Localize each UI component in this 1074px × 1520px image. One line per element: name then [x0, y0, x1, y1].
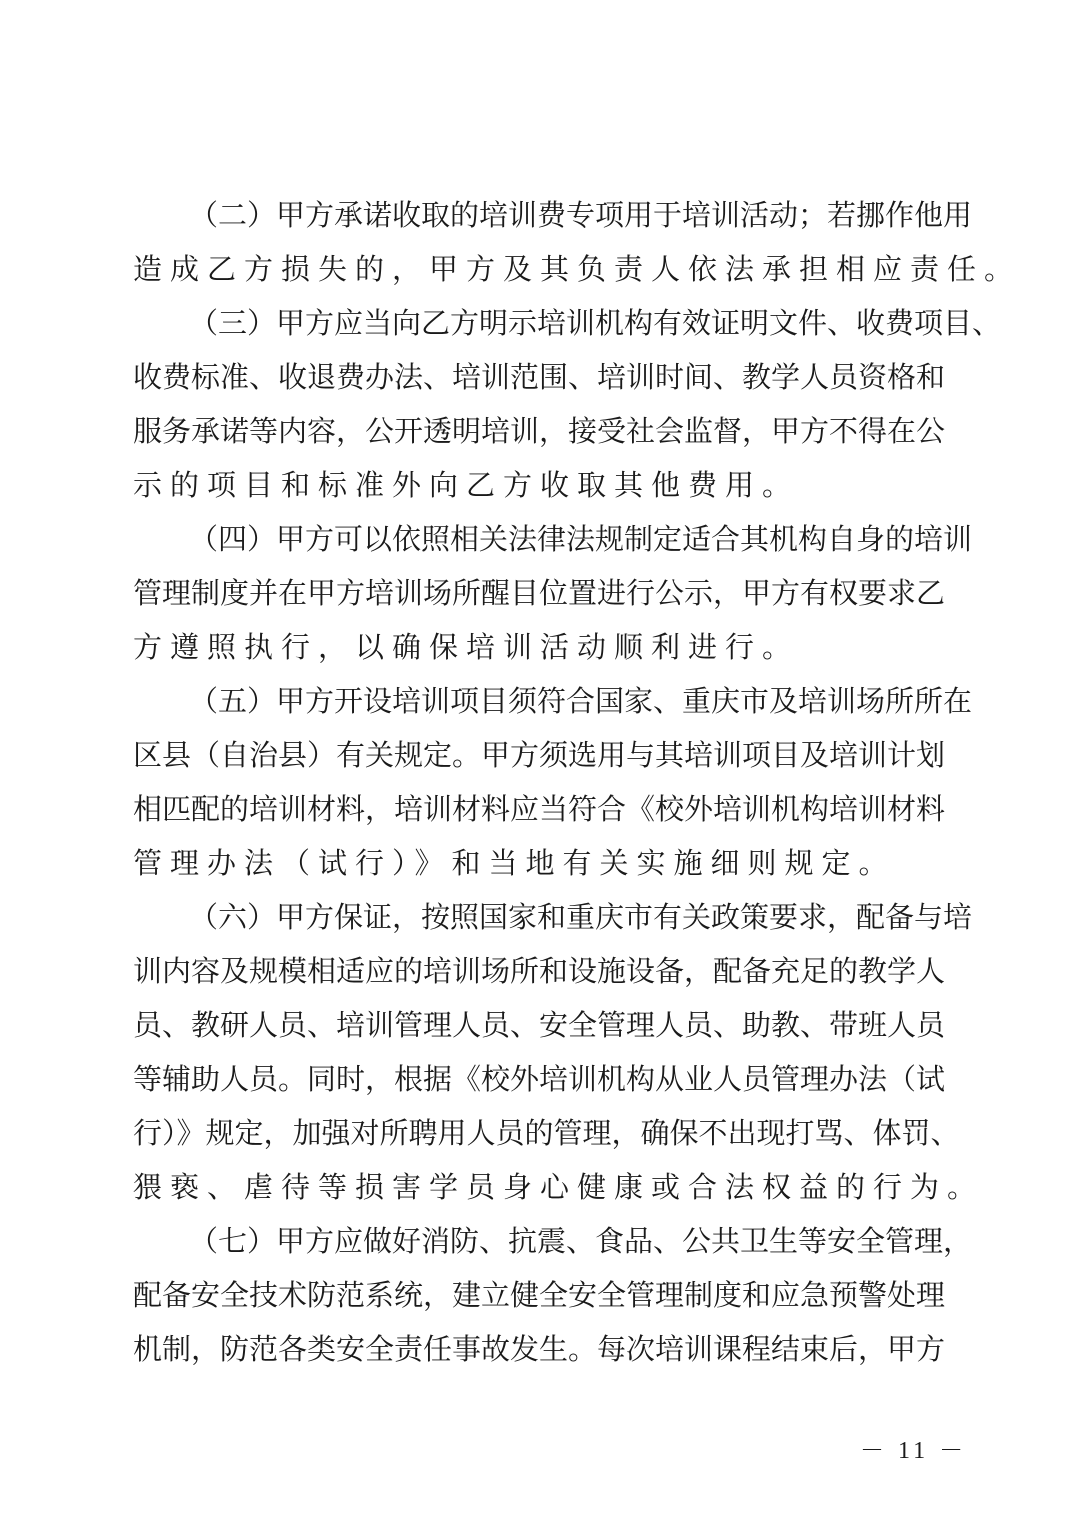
text-line: （七）甲方应做好消防、抗震、食品、公共卫生等安全管理，: [189, 1224, 973, 1258]
text-line: 猥亵、虐待等损害学员身心健康或合法权益的行为。: [133, 1170, 985, 1204]
text-line: 员、教研人员、培训管理人员、安全管理人员、助教、带班人员: [133, 1008, 946, 1042]
paragraph: [133, 1214, 973, 1376]
text-line: 配备安全技术防范系统，建立健全安全管理制度和应急预警处理: [133, 1278, 946, 1312]
page-number: － 11 －: [860, 1438, 968, 1464]
text-line: 收费标准、收退费办法、培训范围、培训时间、教学人员资格和: [133, 360, 946, 394]
paragraph: [133, 512, 973, 674]
text-line: （四）甲方可以依照相关法律法规制定适合其机构自身的培训: [189, 522, 973, 556]
text-line: 相匹配的培训材料，培训材料应当符合《校外培训机构培训材料: [133, 792, 946, 826]
text-line: （三）甲方应当向乙方明示培训机构有效证明文件、收费项目、: [189, 306, 1002, 340]
text-line: 行）》规定，加强对所聘用人员的管理，确保不出现打骂、体罚、: [133, 1116, 960, 1150]
text-line: 等辅助人员。同时，根据《校外培训机构从业人员管理办法（试: [133, 1062, 946, 1096]
text-line: （二）甲方承诺收取的培训费专项用于培训活动；若挪作他用: [189, 198, 973, 232]
text-line: 训内容及规模相适应的培训场所和设施设备，配备充足的教学人: [133, 954, 946, 988]
paragraph: [133, 890, 985, 1214]
text-line: （六）甲方保证，按照国家和重庆市有关政策要求，配备与培: [189, 900, 973, 934]
paragraph: [133, 188, 1022, 296]
text-line: （五）甲方开设培训项目须符合国家、重庆市及培训场所所在: [189, 684, 973, 718]
text-line: 服务承诺等内容，公开透明培训，接受社会监督，甲方不得在公: [133, 414, 946, 448]
text-line: 管理办法（试行）》和当地有关实施细则规定。: [133, 846, 896, 880]
text-line: 机制，防范各类安全责任事故发生。每次培训课程结束后，甲方: [133, 1332, 946, 1366]
text-line: 管理制度并在甲方培训场所醒目位置进行公示，甲方有权要求乙: [133, 576, 946, 610]
text-line: 方遵照执行，以确保培训活动顺利进行。: [133, 630, 800, 664]
paragraph: [133, 674, 973, 890]
text-line: 区县（自治县）有关规定。甲方须选用与其培训项目及培训计划: [133, 738, 946, 772]
text-line: 造成乙方损失的，甲方及其负责人依法承担相应责任。: [133, 252, 1022, 286]
text-line: 示的项目和标准外向乙方收取其他费用。: [133, 468, 800, 502]
document-body: [133, 188, 1022, 1376]
paragraph: [133, 296, 1002, 512]
